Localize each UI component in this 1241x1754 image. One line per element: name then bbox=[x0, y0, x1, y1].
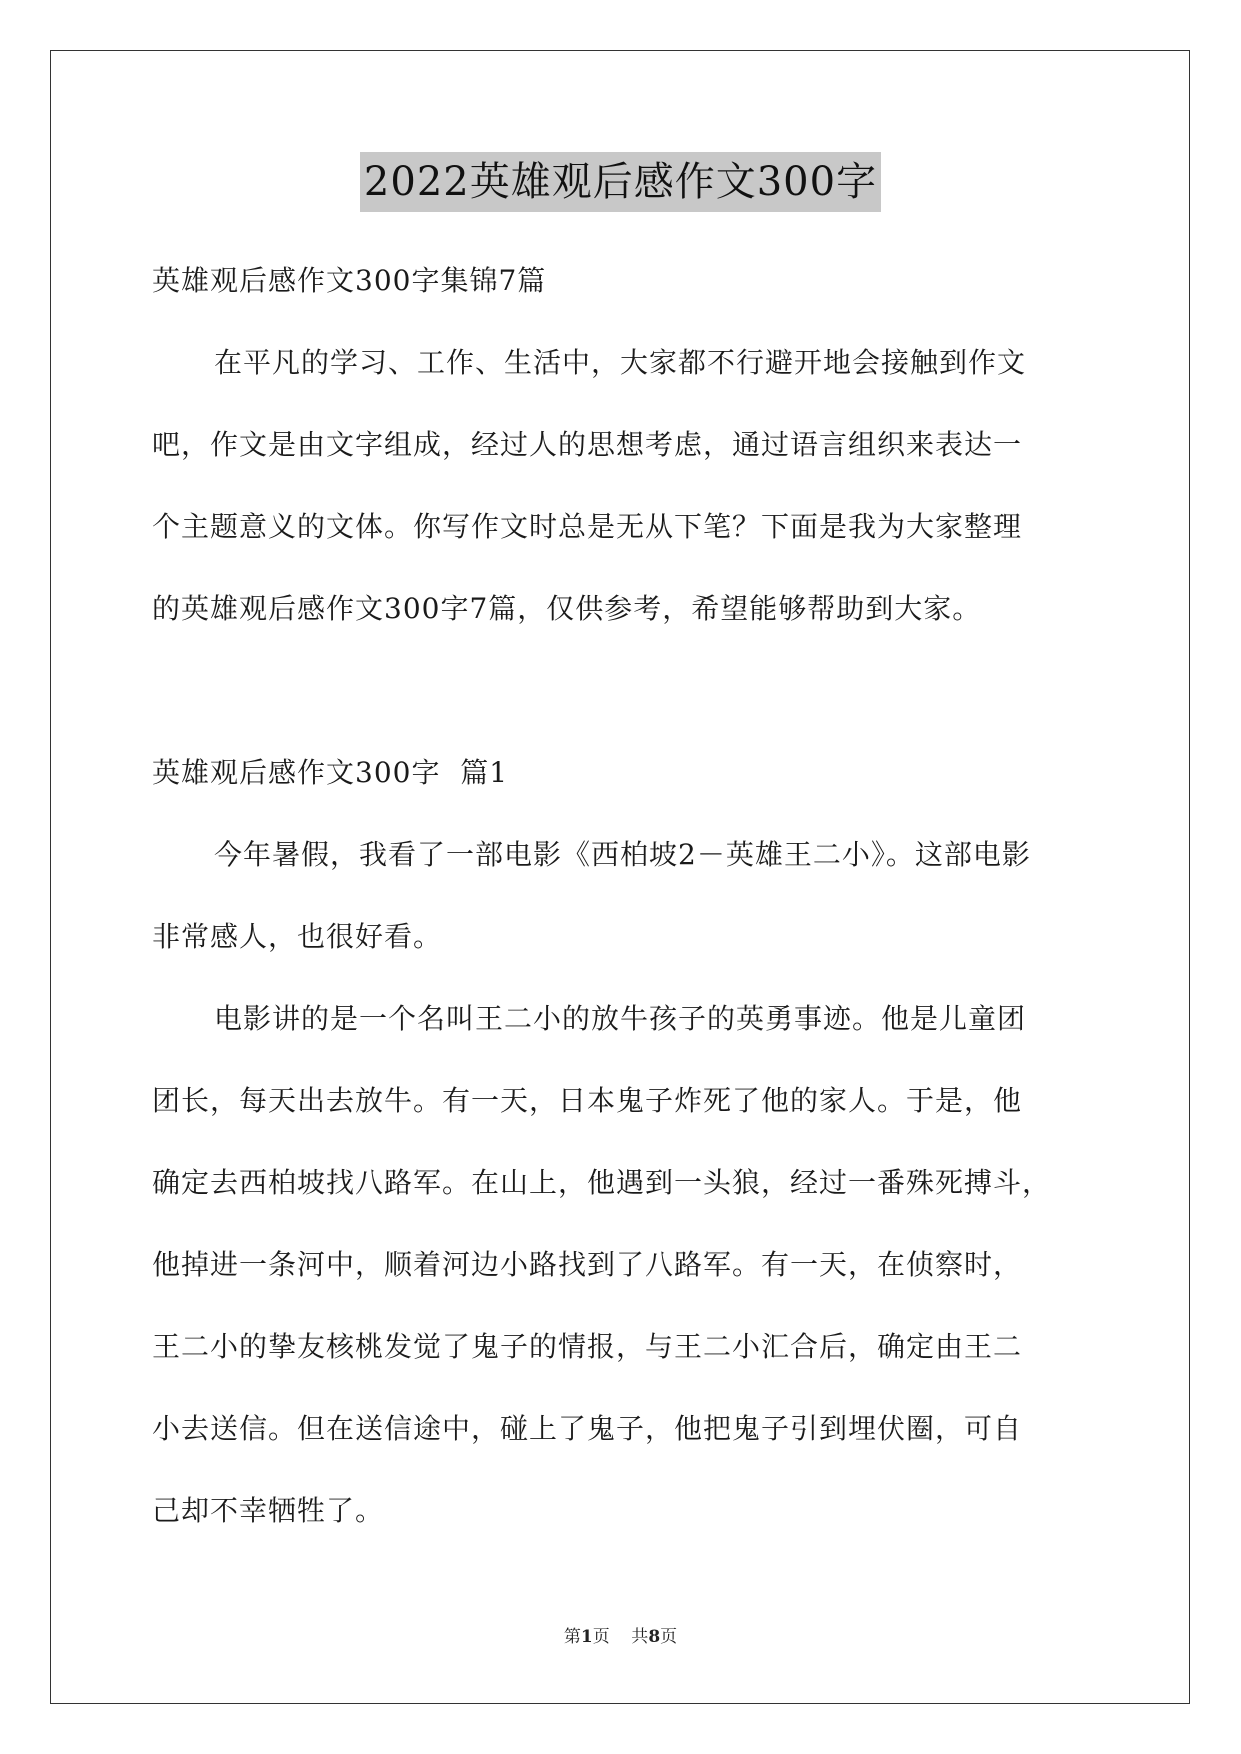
document-title: 2022英雄观后感作文300字 bbox=[360, 152, 881, 212]
page-prefix: 第 bbox=[563, 1627, 581, 1647]
paragraph-line: 非常感人，也很好看。 bbox=[152, 920, 443, 953]
paragraph-line: 小去送信。但在送信途中，碰上了鬼子，他把鬼子引到埋伏圈，可自 bbox=[152, 1412, 1023, 1445]
intro-line: 在平凡的学习、工作、生活中，大家都不行避开地会接触到作文 bbox=[214, 346, 1027, 379]
blank-line bbox=[152, 650, 1092, 732]
intro-line: 的英雄观后感作文300字7篇，仅供参考，希望能够帮助到大家。 bbox=[152, 592, 982, 625]
total-page-number: 8 bbox=[648, 1627, 661, 1647]
paragraph-line: 电影讲的是一个名叫王二小的放牛孩子的英勇事迹。他是儿童团 bbox=[214, 1002, 1027, 1035]
page-footer bbox=[0, 1622, 1241, 1647]
document-body bbox=[152, 240, 1092, 1552]
paragraph-line: 团长，每天出去放牛。有一天，日本鬼子炸死了他的家人。于是，他 bbox=[152, 1084, 1023, 1117]
page-suffix: 页 bbox=[660, 1627, 678, 1647]
section-heading: 英雄观后感作文300字 篇1 bbox=[152, 756, 509, 789]
intro-line: 吧，作文是由文字组成，经过人的思想考虑，通过语言组织来表达一 bbox=[152, 428, 1023, 461]
page-mid-text: 页 共 bbox=[592, 1627, 649, 1647]
intro-line: 个主题意义的文体。你写作文时总是无从下笔？下面是我为大家整理 bbox=[152, 510, 1023, 543]
paragraph-line: 王二小的挚友核桃发觉了鬼子的情报，与王二小汇合后，确定由王二 bbox=[152, 1330, 1023, 1363]
paragraph-line: 己却不幸牺牲了。 bbox=[152, 1494, 385, 1527]
current-page-number: 1 bbox=[580, 1627, 593, 1647]
subtitle: 英雄观后感作文300字集锦7篇 bbox=[152, 264, 547, 297]
paragraph-line: 他掉进一条河中，顺着河边小路找到了八路军。有一天，在侦察时， bbox=[152, 1248, 1023, 1281]
paragraph-line: 确定去西柏坡找八路军。在山上，他遇到一头狼，经过一番殊死搏斗， bbox=[152, 1166, 1052, 1199]
paragraph-line: 今年暑假，我看了一部电影《西柏坡2－英雄王二小》。这部电影 bbox=[214, 838, 1031, 871]
title-container bbox=[0, 152, 1241, 212]
